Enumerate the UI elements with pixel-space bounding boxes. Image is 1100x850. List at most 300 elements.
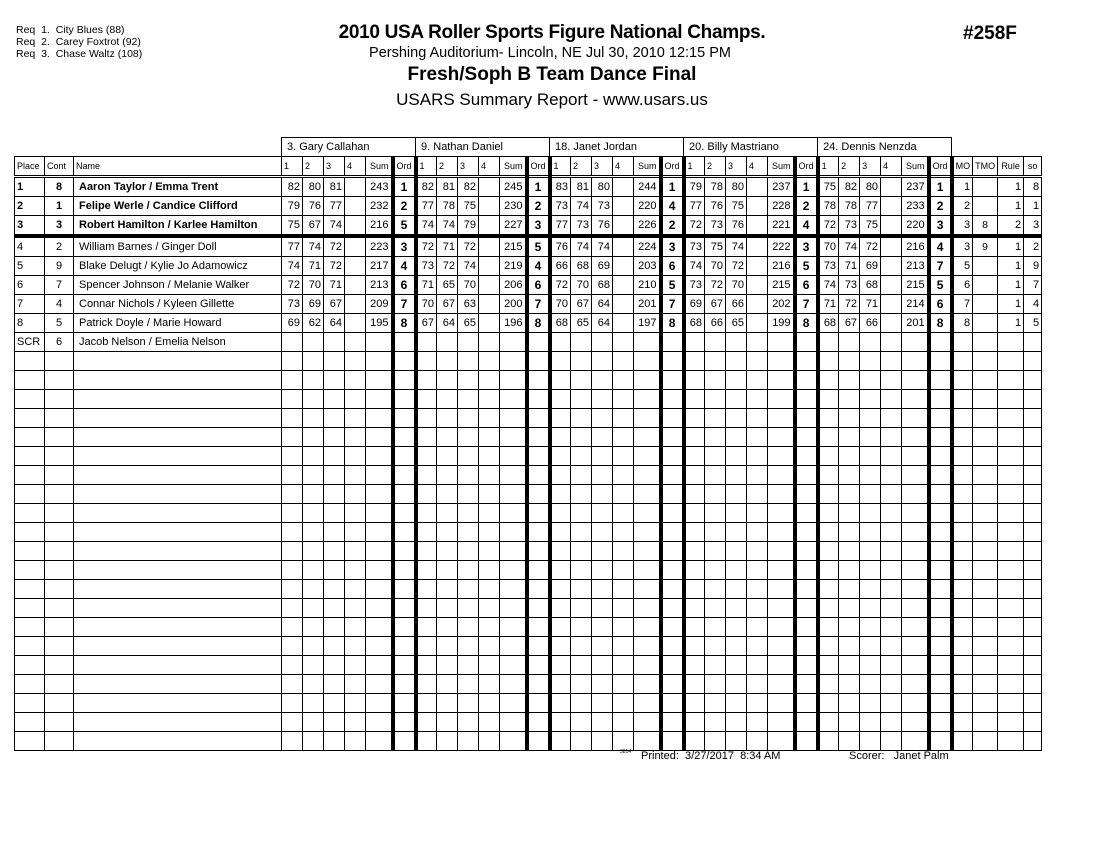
empty-cell bbox=[527, 656, 550, 675]
empty-cell bbox=[458, 390, 479, 409]
empty-cell bbox=[613, 732, 634, 751]
empty-cell bbox=[661, 618, 684, 637]
empty-cell bbox=[74, 637, 282, 656]
ordinal-cell: 5 bbox=[795, 257, 818, 276]
mo-cell bbox=[952, 333, 973, 352]
empty-cell bbox=[550, 504, 571, 523]
empty-cell bbox=[684, 732, 705, 751]
empty-cell bbox=[973, 561, 998, 580]
ordinal-cell: 2 bbox=[527, 197, 550, 216]
sum-cell: 244 bbox=[634, 177, 661, 197]
empty-cell bbox=[592, 390, 613, 409]
sum-cell: 232 bbox=[366, 197, 393, 216]
rule-cell: 1 bbox=[998, 314, 1024, 333]
empty-cell bbox=[366, 371, 393, 390]
empty-cell bbox=[527, 542, 550, 561]
score-cell: 74 bbox=[726, 236, 747, 257]
empty-cell bbox=[592, 637, 613, 656]
empty-cell bbox=[998, 523, 1024, 542]
empty-cell bbox=[393, 599, 416, 618]
sum-cell bbox=[500, 333, 527, 352]
empty-cell bbox=[902, 428, 929, 447]
empty-row bbox=[15, 561, 1042, 580]
empty-cell bbox=[303, 656, 324, 675]
empty-cell bbox=[613, 352, 634, 371]
col-extra-0: MO bbox=[952, 157, 973, 177]
empty-cell bbox=[768, 428, 795, 447]
empty-cell bbox=[613, 713, 634, 732]
empty-cell bbox=[592, 580, 613, 599]
empty-cell bbox=[839, 656, 860, 675]
col-judge-4-4: 4 bbox=[747, 157, 768, 177]
score-cell: 64 bbox=[437, 314, 458, 333]
empty-cell bbox=[705, 466, 726, 485]
empty-cell bbox=[768, 523, 795, 542]
empty-cell bbox=[684, 523, 705, 542]
empty-cell bbox=[479, 618, 500, 637]
score-cell: 73 bbox=[705, 216, 726, 237]
empty-cell bbox=[634, 466, 661, 485]
empty-cell bbox=[747, 466, 768, 485]
cont-cell: 4 bbox=[45, 295, 74, 314]
empty-cell bbox=[973, 580, 998, 599]
empty-cell bbox=[705, 637, 726, 656]
sum-cell: 221 bbox=[768, 216, 795, 237]
score-cell bbox=[726, 333, 747, 352]
empty-cell bbox=[592, 542, 613, 561]
empty-cell bbox=[881, 675, 902, 694]
score-cell: 76 bbox=[550, 236, 571, 257]
empty-cell bbox=[458, 542, 479, 561]
sum-cell: 237 bbox=[902, 177, 929, 197]
empty-cell bbox=[795, 561, 818, 580]
empty-cell bbox=[684, 637, 705, 656]
empty-cell bbox=[437, 447, 458, 466]
empty-cell bbox=[929, 352, 952, 371]
sum-cell: 220 bbox=[902, 216, 929, 237]
empty-cell bbox=[902, 656, 929, 675]
empty-cell bbox=[550, 466, 571, 485]
ordinal-cell: 1 bbox=[661, 177, 684, 197]
empty-cell bbox=[860, 466, 881, 485]
empty-cell bbox=[74, 352, 282, 371]
empty-cell bbox=[303, 466, 324, 485]
empty-cell bbox=[929, 694, 952, 713]
score-cell bbox=[416, 333, 437, 352]
table-row bbox=[15, 257, 1042, 276]
empty-row bbox=[15, 580, 1042, 599]
score-cell: 73 bbox=[571, 216, 592, 237]
empty-cell bbox=[592, 694, 613, 713]
empty-cell bbox=[592, 732, 613, 751]
empty-cell bbox=[1024, 523, 1042, 542]
sum-cell: 233 bbox=[902, 197, 929, 216]
empty-cell bbox=[550, 618, 571, 637]
empty-cell bbox=[902, 504, 929, 523]
empty-cell bbox=[705, 371, 726, 390]
col-judge-3-4: 4 bbox=[613, 157, 634, 177]
empty-cell bbox=[592, 618, 613, 637]
empty-cell bbox=[393, 409, 416, 428]
empty-cell bbox=[550, 656, 571, 675]
score-cell bbox=[747, 257, 768, 276]
empty-cell bbox=[15, 656, 45, 675]
empty-cell bbox=[998, 637, 1024, 656]
score-cell: 69 bbox=[684, 295, 705, 314]
score-cell: 72 bbox=[705, 276, 726, 295]
empty-cell bbox=[768, 390, 795, 409]
score-cell bbox=[324, 333, 345, 352]
empty-cell bbox=[45, 675, 74, 694]
empty-cell bbox=[393, 542, 416, 561]
score-cell: 74 bbox=[282, 257, 303, 276]
empty-cell bbox=[458, 618, 479, 637]
empty-cell bbox=[437, 732, 458, 751]
ordinal-cell: 2 bbox=[929, 197, 952, 216]
empty-cell bbox=[973, 409, 998, 428]
empty-cell bbox=[15, 523, 45, 542]
empty-cell bbox=[303, 618, 324, 637]
empty-cell bbox=[795, 428, 818, 447]
empty-cell bbox=[929, 675, 952, 694]
empty-cell bbox=[818, 561, 839, 580]
sum-cell: 237 bbox=[768, 177, 795, 197]
empty-cell bbox=[929, 542, 952, 561]
cont-cell: 5 bbox=[45, 314, 74, 333]
empty-cell bbox=[592, 713, 613, 732]
empty-cell bbox=[324, 523, 345, 542]
empty-cell bbox=[324, 732, 345, 751]
empty-cell bbox=[818, 542, 839, 561]
empty-cell bbox=[437, 390, 458, 409]
score-cell: 67 bbox=[416, 314, 437, 333]
empty-cell bbox=[437, 542, 458, 561]
empty-cell bbox=[45, 352, 74, 371]
empty-cell bbox=[437, 428, 458, 447]
col-judge-3-5: Sum bbox=[634, 157, 661, 177]
empty-cell bbox=[973, 713, 998, 732]
empty-cell bbox=[881, 694, 902, 713]
col-judge-3-6: Ord bbox=[661, 157, 684, 177]
empty-cell bbox=[902, 637, 929, 656]
empty-cell bbox=[1024, 352, 1042, 371]
empty-cell bbox=[726, 409, 747, 428]
empty-cell bbox=[500, 542, 527, 561]
score-cell: 72 bbox=[324, 257, 345, 276]
mo-cell: 5 bbox=[952, 257, 973, 276]
empty-cell bbox=[613, 504, 634, 523]
empty-cell bbox=[973, 542, 998, 561]
empty-cell bbox=[345, 504, 366, 523]
tmo-cell bbox=[973, 314, 998, 333]
empty-cell bbox=[768, 561, 795, 580]
empty-cell bbox=[45, 390, 74, 409]
sum-cell: 227 bbox=[500, 216, 527, 237]
empty-cell bbox=[860, 409, 881, 428]
score-cell: 75 bbox=[818, 177, 839, 197]
ordinal-cell: 1 bbox=[929, 177, 952, 197]
empty-cell bbox=[705, 409, 726, 428]
empty-cell bbox=[550, 523, 571, 542]
ordinal-cell bbox=[393, 333, 416, 352]
empty-cell bbox=[1024, 561, 1042, 580]
empty-cell bbox=[839, 637, 860, 656]
empty-cell bbox=[550, 352, 571, 371]
empty-cell bbox=[393, 466, 416, 485]
empty-cell bbox=[550, 713, 571, 732]
empty-cell bbox=[839, 713, 860, 732]
score-cell bbox=[479, 197, 500, 216]
empty-cell bbox=[613, 580, 634, 599]
table-row bbox=[15, 177, 1042, 197]
empty-cell bbox=[661, 409, 684, 428]
score-cell: 65 bbox=[571, 314, 592, 333]
empty-cell bbox=[973, 656, 998, 675]
empty-cell bbox=[45, 732, 74, 751]
empty-cell bbox=[929, 371, 952, 390]
empty-cell bbox=[345, 485, 366, 504]
score-cell: 74 bbox=[684, 257, 705, 276]
tmo-cell bbox=[973, 295, 998, 314]
sum-cell: 216 bbox=[902, 236, 929, 257]
empty-cell bbox=[705, 390, 726, 409]
score-cell bbox=[479, 295, 500, 314]
score-cell: 71 bbox=[437, 236, 458, 257]
empty-cell bbox=[634, 675, 661, 694]
empty-cell bbox=[684, 371, 705, 390]
empty-cell bbox=[902, 523, 929, 542]
empty-cell bbox=[634, 656, 661, 675]
empty-cell bbox=[902, 618, 929, 637]
cont-cell: 7 bbox=[45, 276, 74, 295]
empty-cell bbox=[592, 428, 613, 447]
sum-cell: 213 bbox=[366, 276, 393, 295]
score-cell: 74 bbox=[571, 236, 592, 257]
ordinal-cell: 3 bbox=[393, 236, 416, 257]
empty-row bbox=[15, 637, 1042, 656]
empty-cell bbox=[479, 675, 500, 694]
sum-cell bbox=[634, 333, 661, 352]
empty-cell bbox=[952, 599, 973, 618]
empty-cell bbox=[437, 371, 458, 390]
score-cell bbox=[747, 216, 768, 237]
ordinal-cell: 5 bbox=[393, 216, 416, 237]
empty-cell bbox=[416, 390, 437, 409]
empty-cell bbox=[998, 599, 1024, 618]
empty-cell bbox=[726, 504, 747, 523]
empty-cell bbox=[661, 637, 684, 656]
empty-cell bbox=[282, 390, 303, 409]
empty-cell bbox=[527, 523, 550, 542]
score-cell: 67 bbox=[437, 295, 458, 314]
empty-cell bbox=[973, 523, 998, 542]
empty-cell bbox=[1024, 447, 1042, 466]
empty-cell bbox=[437, 637, 458, 656]
empty-cell bbox=[527, 694, 550, 713]
empty-cell bbox=[952, 428, 973, 447]
empty-cell bbox=[500, 694, 527, 713]
empty-cell bbox=[661, 732, 684, 751]
empty-cell bbox=[818, 447, 839, 466]
empty-cell bbox=[303, 504, 324, 523]
so-cell: 9 bbox=[1024, 257, 1042, 276]
score-cell: 66 bbox=[705, 314, 726, 333]
empty-cell bbox=[795, 618, 818, 637]
empty-cell bbox=[747, 694, 768, 713]
empty-cell bbox=[661, 656, 684, 675]
skater-name: Blake Delugt / Kylie Jo Adamowicz bbox=[74, 257, 282, 276]
score-cell: 74 bbox=[324, 216, 345, 237]
empty-cell bbox=[303, 599, 324, 618]
empty-cell bbox=[952, 713, 973, 732]
score-cell: 75 bbox=[726, 197, 747, 216]
empty-cell bbox=[416, 732, 437, 751]
score-cell: 68 bbox=[684, 314, 705, 333]
empty-cell bbox=[726, 618, 747, 637]
empty-cell bbox=[634, 504, 661, 523]
empty-cell bbox=[458, 466, 479, 485]
empty-cell bbox=[303, 675, 324, 694]
empty-cell bbox=[527, 428, 550, 447]
sum-cell: 201 bbox=[902, 314, 929, 333]
empty-cell bbox=[282, 542, 303, 561]
empty-cell bbox=[661, 371, 684, 390]
empty-cell bbox=[366, 352, 393, 371]
empty-cell bbox=[74, 599, 282, 618]
empty-cell bbox=[592, 675, 613, 694]
empty-cell bbox=[550, 694, 571, 713]
ordinal-cell: 3 bbox=[929, 216, 952, 237]
score-cell: 65 bbox=[458, 314, 479, 333]
empty-cell bbox=[345, 599, 366, 618]
empty-cell bbox=[324, 713, 345, 732]
empty-cell bbox=[571, 656, 592, 675]
empty-cell bbox=[15, 466, 45, 485]
score-cell bbox=[747, 197, 768, 216]
empty-cell bbox=[458, 580, 479, 599]
empty-cell bbox=[998, 352, 1024, 371]
empty-cell bbox=[998, 656, 1024, 675]
empty-cell bbox=[282, 352, 303, 371]
empty-cell bbox=[437, 504, 458, 523]
empty-cell bbox=[726, 713, 747, 732]
empty-cell bbox=[527, 713, 550, 732]
empty-cell bbox=[613, 447, 634, 466]
empty-cell bbox=[571, 713, 592, 732]
location-date: Pershing Auditorium- Lincoln, NE Jul 30, 2010 12:15 PM bbox=[369, 45, 731, 61]
empty-cell bbox=[705, 352, 726, 371]
empty-cell bbox=[613, 637, 634, 656]
score-cell bbox=[613, 236, 634, 257]
empty-cell bbox=[592, 561, 613, 580]
empty-cell bbox=[634, 618, 661, 637]
empty-cell bbox=[613, 694, 634, 713]
empty-cell bbox=[303, 390, 324, 409]
competition-title: 2010 USA Roller Sports Figure National Champs. bbox=[338, 22, 766, 43]
empty-cell bbox=[393, 428, 416, 447]
empty-cell bbox=[15, 713, 45, 732]
empty-cell bbox=[345, 618, 366, 637]
score-cell: 70 bbox=[303, 276, 324, 295]
empty-cell bbox=[393, 371, 416, 390]
skater-name: Patrick Doyle / Marie Howard bbox=[74, 314, 282, 333]
col-extra-3: so bbox=[1024, 157, 1042, 177]
empty-cell bbox=[15, 504, 45, 523]
ordinal-cell: 7 bbox=[661, 295, 684, 314]
empty-cell bbox=[1024, 504, 1042, 523]
empty-cell bbox=[860, 580, 881, 599]
score-cell: 80 bbox=[303, 177, 324, 197]
empty-cell bbox=[634, 447, 661, 466]
empty-cell bbox=[952, 390, 973, 409]
empty-cell bbox=[324, 542, 345, 561]
empty-cell bbox=[726, 428, 747, 447]
place-cell: 2 bbox=[15, 197, 45, 216]
empty-cell bbox=[1024, 713, 1042, 732]
empty-cell bbox=[684, 466, 705, 485]
empty-cell bbox=[768, 466, 795, 485]
empty-cell bbox=[303, 732, 324, 751]
empty-cell bbox=[818, 599, 839, 618]
score-cell bbox=[613, 314, 634, 333]
empty-cell bbox=[768, 694, 795, 713]
empty-cell bbox=[500, 580, 527, 599]
empty-cell bbox=[393, 561, 416, 580]
empty-cell bbox=[684, 428, 705, 447]
empty-cell bbox=[973, 390, 998, 409]
empty-cell bbox=[500, 675, 527, 694]
empty-cell bbox=[479, 599, 500, 618]
empty-cell bbox=[973, 637, 998, 656]
skater-name: Connar Nichols / Kyleen Gillette bbox=[74, 295, 282, 314]
empty-cell bbox=[661, 390, 684, 409]
score-cell: 74 bbox=[458, 257, 479, 276]
score-cell bbox=[345, 295, 366, 314]
empty-cell bbox=[74, 504, 282, 523]
cont-cell: 1 bbox=[45, 197, 74, 216]
empty-cell bbox=[973, 447, 998, 466]
score-cell: 73 bbox=[818, 257, 839, 276]
empty-cell bbox=[550, 637, 571, 656]
table-row bbox=[15, 216, 1042, 237]
empty-cell bbox=[839, 732, 860, 751]
empty-cell bbox=[952, 618, 973, 637]
empty-cell bbox=[795, 599, 818, 618]
empty-cell bbox=[768, 675, 795, 694]
empty-cell bbox=[952, 561, 973, 580]
sum-cell bbox=[366, 333, 393, 352]
sum-cell: 200 bbox=[500, 295, 527, 314]
ordinal-cell: 6 bbox=[929, 295, 952, 314]
score-cell: 64 bbox=[592, 314, 613, 333]
empty-cell bbox=[74, 409, 282, 428]
empty-cell bbox=[550, 447, 571, 466]
empty-cell bbox=[1024, 599, 1042, 618]
mo-cell: 3 bbox=[952, 236, 973, 257]
empty-cell bbox=[527, 599, 550, 618]
ordinal-cell: 6 bbox=[393, 276, 416, 295]
empty-cell bbox=[929, 637, 952, 656]
empty-cell bbox=[393, 390, 416, 409]
empty-cell bbox=[795, 447, 818, 466]
score-cell bbox=[705, 333, 726, 352]
empty-cell bbox=[952, 656, 973, 675]
empty-cell bbox=[592, 371, 613, 390]
empty-cell bbox=[324, 390, 345, 409]
score-cell bbox=[613, 295, 634, 314]
empty-row bbox=[15, 371, 1042, 390]
score-cell: 77 bbox=[550, 216, 571, 237]
